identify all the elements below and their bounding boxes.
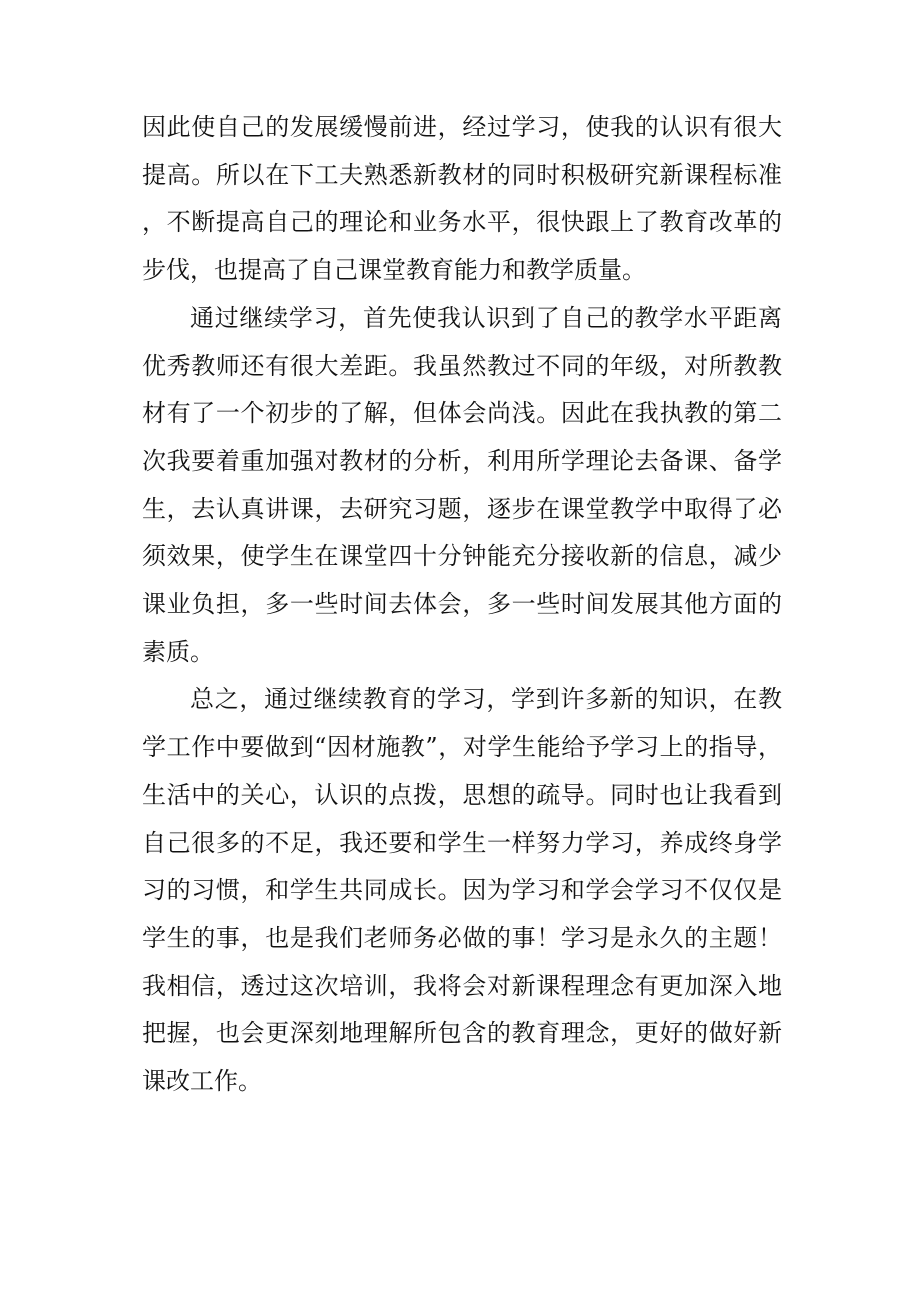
paragraph-conclusion: 总之，通过继续教育的学习，学到许多新的知识，在教学工作中要做到“因材施教”，对学生能给予学习上的指导，生活中的关心，认识的点拨，思想的疏导。同时也让我看到自己很多的不足，我还要和学生一样努力学习，养成终身学习的习惯，和学生共同成长。因为学习和学会学习不仅仅是学生的事，也是我们老师务必做的事！学习是永久的主题！我相信，透过这次培训，我将会对新课程理念有更加深入地把握，也会更深刻地理解所包含的教育理念，更好的做好新课改工作。 — [142, 685, 782, 1096]
paragraph-continuing-study: 通过继续学习，首先使我认识到了自己的教学水平距离优秀教师还有很大差距。我虽然教过不同的年级，对所教教材有了一个初步的了解，但体会尚浅。因此在我执教的第二次我要着重加强对教材的分析，利用所学理论去备课、备学生，去认真讲课，去研究习题，逐步在课堂教学中取得了必须效果，使学生在课堂四十分钟能充分接收新的信息，减少课业负担，多一些时间去体会，多一些时间发展其他方面的素质。 — [142, 303, 782, 666]
document-body — [142, 104, 782, 1106]
paragraph-continued: 因此使自己的发展缓慢前进，经过学习，使我的认识有很大提高。所以在下工夫熟悉新教材的同时积极研究新课程标准，不断提高自己的理论和业务水平，很快跟上了教育改革的步伐，也提高了自己课堂教育能力和教学质量。 — [142, 113, 782, 285]
